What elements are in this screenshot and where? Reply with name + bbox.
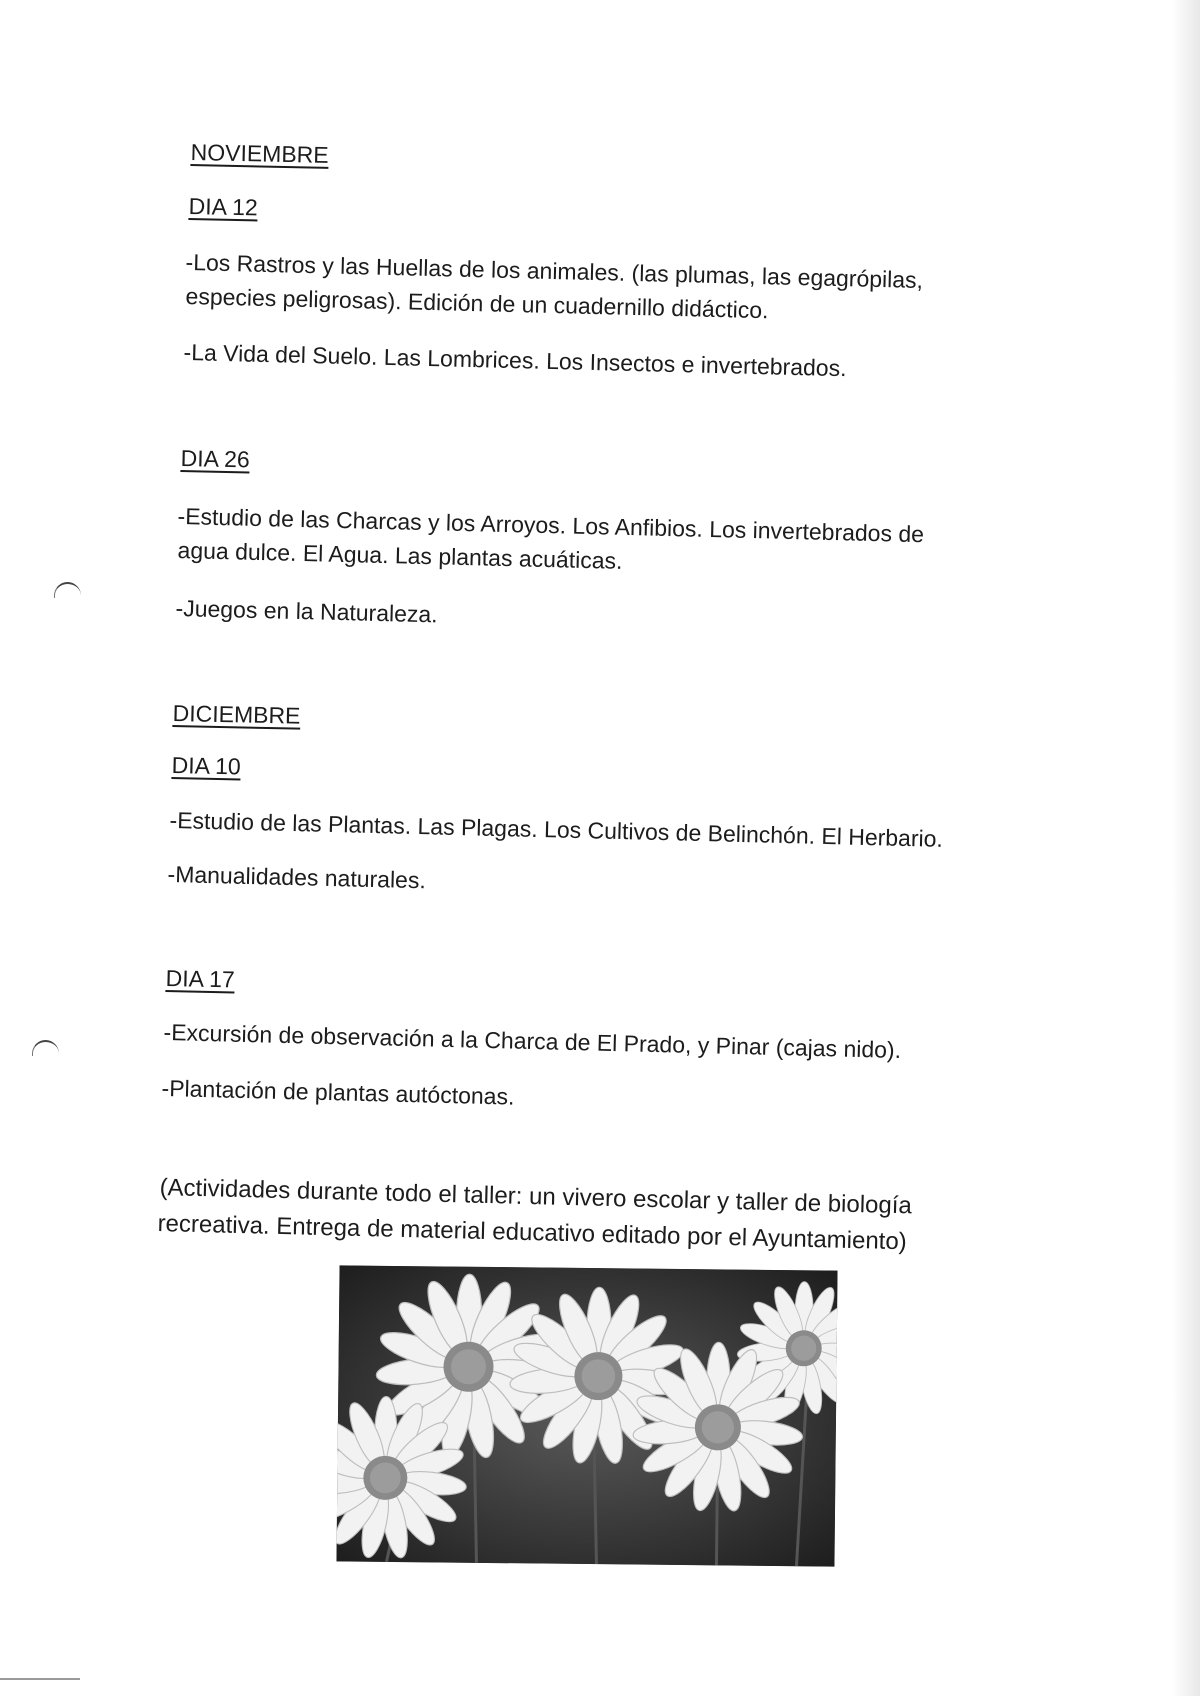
activity-line: -La Vida del Suelo. Las Lombrices. Los Insectos e invertebrados. [183,338,847,382]
month-heading-diciembre: DICIEMBRE [172,699,301,729]
page-edge-shadow [1172,0,1200,1696]
punch-hole-icon [54,582,81,598]
activity-line: -Los Rastros y las Huellas de los animales. (las plumas, las egagrópilas, [185,248,924,294]
activity-line: -Excursión de observación a la Charca de El Prado, y Pinar (cajas nido). [163,1018,902,1064]
scan-artifact-line [0,1678,80,1680]
day-heading-12: DIA 12 [188,192,258,221]
daisies-photo [336,1265,837,1566]
month-heading-noviembre: NOVIEMBRE [190,138,329,168]
note-line: recreativa. Entrega de material educativo editado por el Ayuntamiento) [157,1209,908,1256]
punch-hole-icon [32,1040,59,1056]
day-heading-10: DIA 10 [171,751,241,780]
note-line: (Actividades durante todo el taller: un vivero escolar y taller de biología [159,1173,913,1220]
activity-line: -Estudio de las Plantas. Las Plagas. Los Cultivos de Belinchón. El Herbario. [169,806,944,852]
day-heading-26: DIA 26 [180,444,250,473]
day-heading-17: DIA 17 [165,964,235,993]
activity-line: -Juegos en la Naturaleza. [175,594,438,628]
activity-line: -Manualidades naturales. [167,860,427,894]
activity-line: especies peligrosas). Edición de un cuadernillo didáctico. [185,282,769,324]
activity-line: -Estudio de las Charcas y los Arroyos. Los Anfibios. Los invertebrados de [177,502,925,548]
daisy-flowers-icon [336,1265,837,1566]
activity-line: agua dulce. El Agua. Las plantas acuáticas. [177,536,623,574]
activity-line: -Plantación de plantas autóctonas. [161,1074,515,1110]
